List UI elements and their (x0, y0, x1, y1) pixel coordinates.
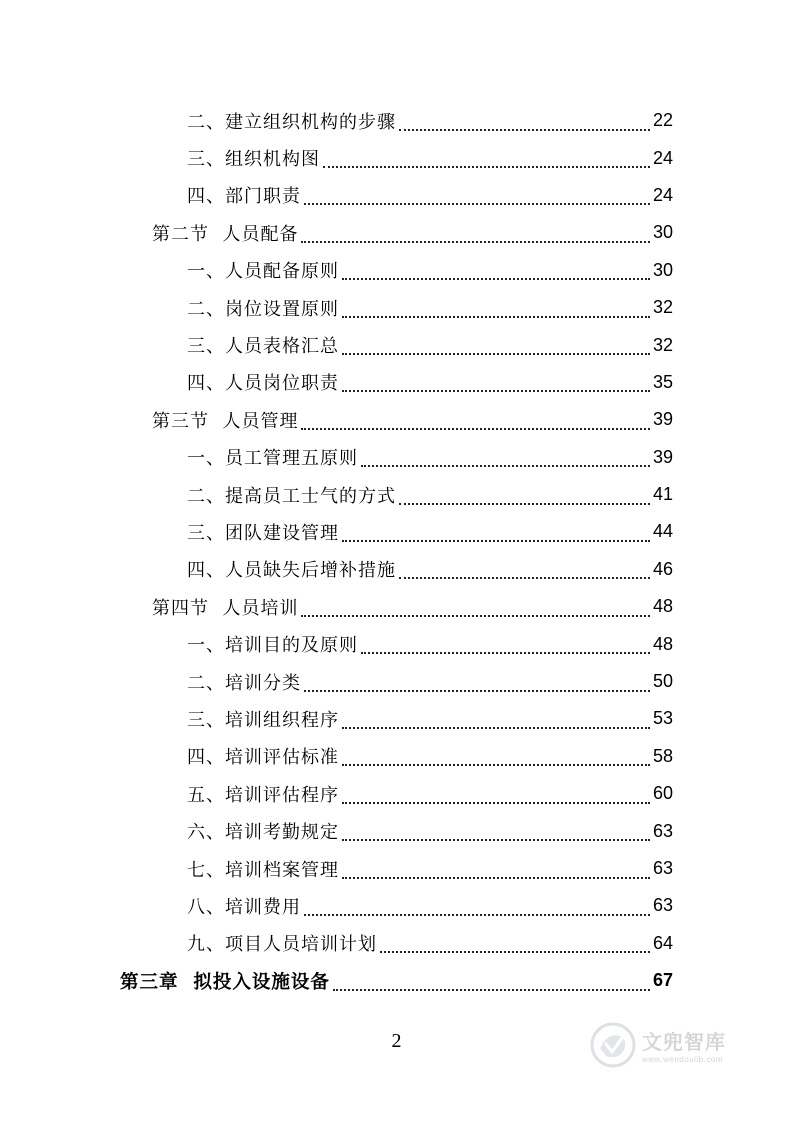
toc-entry-title: 四、人员岗位职责 (187, 373, 339, 395)
toc-dot-leader (342, 863, 650, 879)
toc-dot-leader (301, 414, 650, 430)
toc-entry-title: 二、培训分类 (187, 672, 301, 694)
toc-dot-leader (361, 638, 650, 654)
watermark-brand: 文兜智库 (642, 1030, 726, 1054)
toc-entry-sub[interactable] (0, 439, 793, 476)
toc-entry-title: 三、培训组织程序 (187, 709, 339, 731)
toc-entry-title: 三、人员表格汇总 (187, 336, 339, 358)
toc-entry-section[interactable] (0, 401, 793, 438)
wendou-logo-icon (590, 1022, 636, 1068)
toc-entry-page-number: 50 (652, 671, 673, 692)
toc-entry-page-number: 53 (652, 708, 673, 729)
watermark (590, 1015, 760, 1075)
toc-entry-title: 第二节 人员配备 (152, 223, 299, 245)
toc-entry-sub[interactable] (0, 663, 793, 700)
toc-entry-section[interactable] (0, 588, 793, 625)
toc-entry-sub[interactable] (0, 887, 793, 924)
toc-dot-leader (301, 601, 650, 617)
toc-dot-leader (333, 975, 650, 991)
toc-entry-sub[interactable] (0, 364, 793, 401)
toc-entry-title: 一、员工管理五原则 (187, 448, 358, 470)
toc-entry-title: 六、培训考勤规定 (187, 822, 339, 844)
toc-entry-sub[interactable] (0, 551, 793, 588)
toc-entry-title: 三、组织机构图 (187, 149, 320, 171)
toc-entry-sub[interactable] (0, 102, 793, 139)
toc-entry-sub[interactable] (0, 177, 793, 214)
toc-entry-page-number: 63 (652, 858, 673, 878)
toc-entry-page-number: 39 (652, 409, 673, 430)
toc-dot-leader (361, 451, 650, 467)
toc-entry-sub[interactable] (0, 476, 793, 513)
toc-entry-title: 五、培训评估程序 (187, 784, 339, 806)
toc-entry-page-number: 24 (652, 184, 673, 205)
toc-entry-page-number: 41 (652, 484, 673, 505)
toc-entry-chapter[interactable] (0, 962, 793, 999)
toc-entry-title: 一、培训目的及原则 (187, 635, 358, 657)
toc-dot-leader (301, 227, 650, 243)
toc-dot-leader (342, 339, 650, 355)
toc-entry-title: 二、提高员工士气的方式 (187, 485, 396, 507)
toc-dot-leader (342, 526, 650, 542)
toc-entry-page-number: 32 (652, 297, 673, 318)
page-number: 2 (391, 1030, 402, 1052)
watermark-url: www.wendoulib.com (642, 1055, 723, 1064)
toc-entry-sub[interactable] (0, 700, 793, 737)
toc-dot-leader (380, 937, 650, 953)
toc-entry-sub[interactable] (0, 252, 793, 289)
toc-dot-leader (323, 152, 650, 168)
toc-dot-leader (342, 788, 650, 804)
toc-entry-page-number: 64 (652, 932, 673, 953)
toc-entry-page-number: 46 (652, 558, 673, 579)
toc-entry-sub[interactable] (0, 625, 793, 662)
toc-dot-leader (342, 264, 650, 280)
toc-entry-sub[interactable] (0, 812, 793, 849)
toc-entry-section[interactable] (0, 214, 793, 251)
toc-entry-sub[interactable] (0, 925, 793, 962)
toc-entry-sub[interactable] (0, 326, 793, 363)
toc-entry-page-number: 30 (652, 222, 673, 243)
toc-dot-leader (342, 750, 650, 766)
toc-entry-title: 九、项目人员培训计划 (187, 934, 377, 956)
toc-entry-sub[interactable] (0, 513, 793, 550)
watermark-text (642, 1026, 726, 1064)
toc-dot-leader (399, 489, 650, 505)
toc-entry-title: 一、人员配备原则 (187, 261, 339, 283)
toc-entry-page-number: 67 (652, 970, 673, 991)
toc-dot-leader (304, 676, 650, 692)
toc-entry-title: 第三节 人员管理 (152, 410, 299, 432)
toc-entry-page-number: 24 (652, 147, 673, 168)
toc-entry-page-number: 39 (652, 446, 673, 467)
toc-entry-page-number: 48 (652, 633, 673, 654)
toc-entry-sub[interactable] (0, 289, 793, 326)
toc-entry-title: 四、部门职责 (187, 186, 301, 208)
toc-entry-sub[interactable] (0, 738, 793, 775)
toc-entry-page-number: 63 (652, 820, 673, 841)
toc-entry-title: 四、培训评估标准 (187, 747, 339, 769)
toc-entry-title: 七、培训档案管理 (187, 859, 339, 881)
toc-entry-sub[interactable] (0, 775, 793, 812)
toc-dot-leader (304, 900, 650, 916)
toc-entry-title: 第四节 人员培训 (152, 597, 299, 619)
table-of-contents (0, 102, 793, 999)
toc-dot-leader (304, 189, 650, 205)
toc-entry-page-number: 35 (652, 371, 673, 392)
toc-dot-leader (342, 376, 650, 392)
toc-entry-page-number: 22 (652, 110, 673, 131)
toc-entry-title: 四、人员缺失后增补措施 (187, 560, 396, 582)
toc-entry-title: 二、建立组织机构的步骤 (187, 111, 396, 133)
toc-entry-title: 三、团队建设管理 (187, 522, 339, 544)
toc-entry-page-number: 44 (652, 521, 673, 542)
toc-dot-leader (342, 713, 650, 729)
toc-dot-leader (399, 115, 650, 131)
toc-entry-page-number: 60 (652, 783, 673, 804)
toc-dot-leader (399, 563, 650, 579)
toc-entry-page-number: 32 (652, 334, 673, 355)
toc-entry-page-number: 48 (652, 596, 673, 617)
toc-entry-page-number: 30 (652, 259, 673, 280)
toc-entry-page-number: 58 (652, 745, 673, 766)
toc-entry-sub[interactable] (0, 139, 793, 176)
toc-entry-title: 二、岗位设置原则 (187, 298, 339, 320)
toc-entry-title: 八、培训费用 (187, 896, 301, 918)
toc-entry-sub[interactable] (0, 850, 793, 887)
toc-entry-page-number: 63 (652, 895, 673, 916)
toc-dot-leader (342, 825, 650, 841)
toc-entry-title: 第三章 拟投入设施设备 (120, 971, 330, 993)
toc-dot-leader (342, 302, 650, 318)
